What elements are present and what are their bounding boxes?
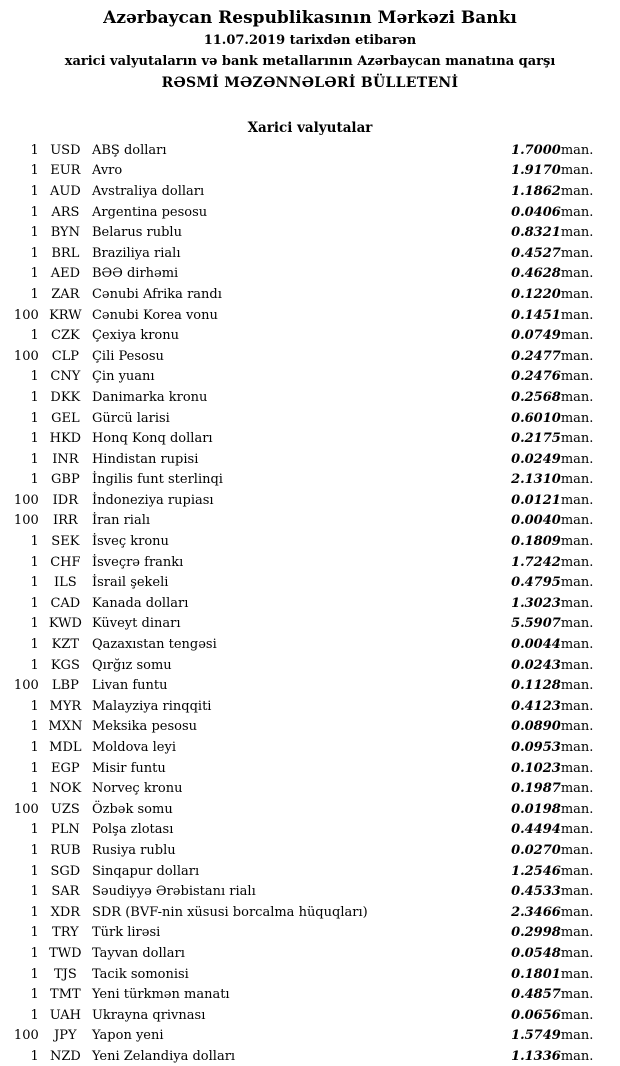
rate-row [6, 449, 610, 470]
quantity-cell: 1 [30, 616, 39, 632]
rate-row [6, 181, 610, 202]
rate-row [6, 1026, 610, 1047]
currency-name-cell: İsveç kronu [91, 534, 169, 550]
quantity-cell: 1 [30, 369, 39, 385]
rate-value-cell: 0.0749 [511, 328, 561, 344]
rate-row [6, 696, 610, 717]
currency-code-cell: ARS [51, 204, 80, 220]
rate-value-cell: 0.8321 [511, 225, 561, 241]
currency-code-cell: INR [52, 451, 79, 467]
rate-row [6, 902, 610, 923]
currency-code-cell: SAR [51, 884, 80, 900]
unit-cell: man. [560, 740, 594, 756]
unit-cell: man. [560, 410, 594, 426]
rate-row [6, 614, 610, 635]
rate-row [6, 428, 610, 449]
rate-value-cell: 0.4533 [511, 884, 561, 900]
rate-value-cell: 0.2476 [511, 369, 561, 385]
rate-row [6, 737, 610, 758]
rate-value-cell: 0.0406 [511, 204, 561, 220]
currency-code-cell: USD [50, 142, 81, 158]
unit-cell: man. [560, 719, 594, 735]
currency-code-cell: JPY [54, 1028, 77, 1044]
quantity-cell: 1 [30, 698, 39, 714]
unit-cell: man. [560, 1028, 594, 1044]
rate-value-cell: 0.0249 [511, 451, 561, 467]
quantity-cell: 1 [30, 595, 39, 611]
quantity-cell: 1 [30, 266, 39, 282]
currency-code-cell: UZS [50, 801, 80, 817]
quantity-cell: 1 [30, 554, 39, 570]
quantity-cell: 1 [30, 863, 39, 879]
currency-name-cell: Belarus rublu [91, 225, 182, 241]
rate-row [6, 943, 610, 964]
quantity-cell: 1 [30, 204, 39, 220]
unit-cell: man. [560, 1007, 594, 1023]
currency-name-cell: Livan funtu [91, 678, 168, 694]
quantity-cell: 1 [30, 987, 39, 1003]
rate-value-cell: 0.1801 [511, 966, 561, 982]
effective-date-line: 11.07.2019 tarixdən etibarən [203, 33, 417, 48]
rate-row [6, 675, 610, 696]
unit-cell: man. [560, 1048, 594, 1064]
rate-value-cell: 1.9170 [511, 163, 561, 179]
quantity-cell: 1 [30, 822, 39, 838]
unit-cell: man. [560, 575, 594, 591]
unit-cell: man. [560, 513, 594, 529]
currency-code-cell: CAD [50, 595, 81, 611]
rate-value-cell: 1.1336 [511, 1048, 561, 1064]
rate-row [6, 387, 610, 408]
rate-value-cell: 0.1220 [511, 286, 561, 302]
rate-value-cell: 1.7242 [511, 554, 561, 570]
quantity-cell: 100 [13, 348, 39, 364]
currency-name-cell: Yeni türkmən manatı [91, 987, 230, 1003]
unit-cell: man. [560, 781, 594, 797]
currency-code-cell: PLN [50, 822, 80, 838]
unit-cell: man. [560, 616, 594, 632]
currency-code-cell: DKK [50, 389, 81, 405]
currency-code-cell: RUB [50, 842, 81, 858]
currency-code-cell: MXN [48, 719, 83, 735]
rate-row [6, 861, 610, 882]
rate-value-cell: 0.4857 [511, 987, 561, 1003]
currency-code-cell: AED [50, 266, 81, 282]
rate-row [6, 552, 610, 573]
currency-code-cell: TWD [49, 945, 82, 961]
unit-cell: man. [560, 472, 594, 488]
currency-name-cell: Cənubi Korea vonu [91, 307, 218, 323]
rate-row [6, 840, 610, 861]
currency-code-cell: MDL [49, 740, 82, 756]
currency-code-cell: BRL [51, 245, 80, 261]
quantity-cell: 100 [13, 678, 39, 694]
currency-name-cell: SDR (BVF-nin xüsusi borcalma hüquqları) [91, 904, 368, 920]
currency-code-cell: TJS [53, 966, 77, 982]
currency-name-cell: Danimarka kronu [91, 389, 208, 405]
quantity-cell: 1 [30, 884, 39, 900]
currency-code-cell: KGS [50, 657, 80, 673]
unit-cell: man. [560, 142, 594, 158]
quantity-cell: 1 [30, 183, 39, 199]
currency-code-cell: GEL [51, 410, 80, 426]
unit-cell: man. [560, 801, 594, 817]
quantity-cell: 1 [30, 389, 39, 405]
rate-row [6, 325, 610, 346]
currency-name-cell: Tacik somonisi [91, 966, 189, 982]
currency-name-cell: Polşa zlotası [91, 822, 174, 838]
quantity-cell: 1 [30, 225, 39, 241]
rates-table [6, 140, 610, 1066]
rate-value-cell: 1.1862 [511, 183, 561, 199]
currency-code-cell: TRY [52, 925, 79, 941]
unit-cell: man. [560, 266, 594, 282]
currency-code-cell: CNY [50, 369, 81, 385]
unit-cell: man. [560, 698, 594, 714]
rate-value-cell: 5.5907 [511, 616, 561, 632]
rate-row [6, 161, 610, 182]
currency-name-cell: ABŞ dolları [91, 142, 167, 158]
currency-code-cell: LBP [51, 678, 79, 694]
unit-cell: man. [560, 966, 594, 982]
rate-row [6, 881, 610, 902]
currency-name-cell: Malayziya rinqqiti [91, 698, 212, 714]
currency-code-cell: IDR [52, 492, 79, 508]
currency-code-cell: EUR [50, 163, 81, 179]
rate-row [6, 964, 610, 985]
rate-value-cell: 0.1023 [511, 760, 561, 776]
quantity-cell: 1 [30, 575, 39, 591]
rate-row [6, 717, 610, 738]
currency-name-cell: Tayvan dolları [91, 945, 185, 961]
rate-value-cell: 0.6010 [511, 410, 561, 426]
rate-row [6, 984, 610, 1005]
unit-cell: man. [560, 987, 594, 1003]
quantity-cell: 100 [13, 801, 39, 817]
currency-name-cell: Argentina pesosu [91, 204, 208, 220]
quantity-cell: 1 [30, 451, 39, 467]
unit-cell: man. [560, 595, 594, 611]
currency-code-cell: SGD [50, 863, 81, 879]
rate-value-cell: 0.4123 [511, 698, 561, 714]
unit-cell: man. [560, 492, 594, 508]
bank-title: Azərbaycan Respublikasının Mərkəzi Bankı [103, 8, 517, 28]
currency-name-cell: Norveç kronu [91, 781, 183, 797]
rate-row [6, 346, 610, 367]
unit-cell: man. [560, 369, 594, 385]
currency-name-cell: Hindistan rupisi [91, 451, 199, 467]
section-title-foreign-currencies: Xarici valyutalar [247, 120, 373, 136]
quantity-cell: 1 [30, 925, 39, 941]
currency-code-cell: CZK [51, 328, 80, 344]
currency-name-cell: Çin yuanı [91, 369, 155, 385]
unit-cell: man. [560, 925, 594, 941]
quantity-cell: 100 [13, 1028, 39, 1044]
currency-name-cell: İngilis funt sterlinqi [91, 472, 223, 488]
unit-cell: man. [560, 760, 594, 776]
currency-name-cell: Qırğız somu [91, 657, 172, 673]
unit-cell: man. [560, 904, 594, 920]
currency-name-cell: Cənubi Afrika randı [91, 286, 222, 302]
currency-code-cell: XDR [50, 904, 81, 920]
quantity-cell: 1 [30, 328, 39, 344]
currency-name-cell: Avstraliya dolları [91, 183, 205, 199]
currency-name-cell: Ukrayna qrivnası [91, 1007, 206, 1023]
unit-cell: man. [560, 328, 594, 344]
currency-code-cell: NZD [49, 1048, 81, 1064]
rate-row [6, 284, 610, 305]
quantity-cell: 1 [30, 904, 39, 920]
rate-value-cell: 1.3023 [511, 595, 561, 611]
quantity-cell: 1 [30, 740, 39, 756]
currency-name-cell: Honq Konq dolları [91, 431, 213, 447]
rate-row [6, 470, 610, 491]
rate-row [6, 202, 610, 223]
currency-code-cell: AUD [49, 183, 81, 199]
rate-row [6, 531, 610, 552]
rate-value-cell: 0.1987 [511, 781, 561, 797]
currency-code-cell: KWD [48, 616, 82, 632]
currency-name-cell: İndoneziya rupiası [91, 492, 214, 508]
rate-value-cell: 0.0890 [511, 719, 561, 735]
currency-name-cell: Türk lirəsi [91, 925, 161, 941]
currency-code-cell: ILS [54, 575, 77, 591]
currency-code-cell: MYR [49, 698, 82, 714]
unit-cell: man. [560, 822, 594, 838]
currency-name-cell: Yapon yeni [91, 1028, 164, 1044]
unit-cell: man. [560, 204, 594, 220]
rate-value-cell: 0.4527 [511, 245, 561, 261]
rate-value-cell: 0.4795 [511, 575, 561, 591]
currency-code-cell: EGP [51, 760, 80, 776]
rate-row [6, 305, 610, 326]
currency-code-cell: UAH [49, 1007, 81, 1023]
currency-name-cell: Sinqapur dolları [91, 863, 200, 879]
quantity-cell: 1 [30, 842, 39, 858]
quantity-cell: 1 [30, 1048, 39, 1064]
rate-value-cell: 0.2175 [511, 431, 561, 447]
unit-cell: man. [560, 431, 594, 447]
bulletin-subtitle: xarici valyutaların və bank metallarının Azərbaycan manatına qarşı [64, 54, 556, 69]
rate-row [6, 1005, 610, 1026]
currency-code-cell: NOK [49, 781, 82, 797]
currency-name-cell: Küveyt dinarı [91, 616, 181, 632]
rate-value-cell: 1.7000 [511, 142, 561, 158]
rate-row [6, 243, 610, 264]
quantity-cell: 1 [30, 410, 39, 426]
currency-code-cell: IRR [53, 513, 78, 529]
currency-name-cell: Səudiyyə Ərəbistanı rialı [91, 884, 256, 900]
currency-name-cell: İran rialı [91, 513, 151, 529]
quantity-cell: 1 [30, 245, 39, 261]
rate-row [6, 758, 610, 779]
rate-value-cell: 0.0270 [511, 842, 561, 858]
currency-name-cell: Çexiya kronu [91, 328, 179, 344]
rate-value-cell: 0.0040 [511, 513, 561, 529]
quantity-cell: 1 [30, 966, 39, 982]
rate-row [6, 778, 610, 799]
rate-value-cell: 0.1451 [511, 307, 561, 323]
currency-name-cell: Moldova leyi [91, 740, 176, 756]
rate-value-cell: 2.1310 [511, 472, 561, 488]
currency-code-cell: BYN [50, 225, 80, 241]
quantity-cell: 1 [30, 431, 39, 447]
rate-row [6, 511, 610, 532]
rate-row [6, 799, 610, 820]
currency-name-cell: Braziliya rialı [91, 245, 181, 261]
rate-value-cell: 0.0953 [511, 740, 561, 756]
rate-row [6, 264, 610, 285]
quantity-cell: 1 [30, 760, 39, 776]
unit-cell: man. [560, 389, 594, 405]
currency-name-cell: İsrail şekeli [91, 575, 169, 591]
quantity-cell: 1 [30, 286, 39, 302]
rate-row [6, 820, 610, 841]
rate-row [6, 572, 610, 593]
quantity-cell: 100 [13, 307, 39, 323]
quantity-cell: 1 [30, 1007, 39, 1023]
rate-value-cell: 0.2477 [511, 348, 561, 364]
currency-name-cell: Gürcü larisi [91, 410, 170, 426]
rate-row [6, 367, 610, 388]
rate-row [6, 634, 610, 655]
unit-cell: man. [560, 348, 594, 364]
rate-row [6, 593, 610, 614]
rate-value-cell: 0.1128 [511, 678, 561, 694]
currency-code-cell: SEK [51, 534, 80, 550]
currency-name-cell: Qazaxıstan tengəsi [91, 637, 217, 653]
currency-name-cell: Yeni Zelandiya dolları [91, 1048, 236, 1064]
quantity-cell: 1 [30, 637, 39, 653]
rate-value-cell: 0.2568 [511, 389, 561, 405]
currency-code-cell: HKD [49, 431, 82, 447]
currency-code-cell: CLP [51, 348, 80, 364]
quantity-cell: 100 [13, 513, 39, 529]
currency-code-cell: TMT [50, 987, 81, 1003]
rate-row [6, 1046, 610, 1066]
unit-cell: man. [560, 225, 594, 241]
quantity-cell: 1 [30, 163, 39, 179]
rate-value-cell: 0.0548 [511, 945, 561, 961]
currency-name-cell: Rusiya rublu [91, 842, 176, 858]
rate-value-cell: 1.2546 [511, 863, 561, 879]
rate-value-cell: 0.0044 [511, 637, 561, 653]
unit-cell: man. [560, 245, 594, 261]
quantity-cell: 1 [30, 945, 39, 961]
currency-name-cell: BƏƏ dirhəmi [91, 266, 179, 282]
unit-cell: man. [560, 307, 594, 323]
currency-code-cell: KZT [51, 637, 80, 653]
currency-code-cell: KRW [49, 307, 82, 323]
unit-cell: man. [560, 657, 594, 673]
currency-name-cell: Özbək somu [91, 801, 173, 817]
currency-name-cell: Misir funtu [91, 760, 166, 776]
currency-code-cell: CHF [50, 554, 81, 570]
unit-cell: man. [560, 554, 594, 570]
currency-code-cell: ZAR [51, 286, 80, 302]
rate-value-cell: 0.0243 [511, 657, 561, 673]
rate-value-cell: 0.2998 [511, 925, 561, 941]
quantity-cell: 100 [13, 492, 39, 508]
unit-cell: man. [560, 163, 594, 179]
rate-value-cell: 0.0198 [511, 801, 561, 817]
rate-value-cell: 1.5749 [511, 1028, 561, 1044]
quantity-cell: 1 [30, 781, 39, 797]
bulletin-heading: RƏSMİ MƏZƏNNƏLƏRİ BÜLLETENİ [161, 75, 459, 91]
rate-value-cell: 0.0656 [511, 1007, 561, 1023]
quantity-cell: 1 [30, 142, 39, 158]
unit-cell: man. [560, 183, 594, 199]
unit-cell: man. [560, 637, 594, 653]
quantity-cell: 1 [30, 719, 39, 735]
unit-cell: man. [560, 451, 594, 467]
currency-name-cell: Çili Pesosu [91, 348, 164, 364]
rates-table-body [6, 140, 610, 1066]
currency-name-cell: İsveçrə frankı [91, 554, 184, 570]
rate-value-cell: 0.0121 [511, 492, 561, 508]
currency-name-cell: Avro [91, 163, 123, 179]
currency-name-cell: Meksika pesosu [91, 719, 197, 735]
rate-value-cell: 0.4494 [511, 822, 561, 838]
quantity-cell: 1 [30, 534, 39, 550]
unit-cell: man. [560, 678, 594, 694]
rate-value-cell: 0.4628 [511, 266, 561, 282]
quantity-cell: 1 [30, 472, 39, 488]
rate-row [6, 408, 610, 429]
rate-row [6, 222, 610, 243]
rate-row [6, 140, 610, 161]
rate-value-cell: 0.1809 [511, 534, 561, 550]
currency-name-cell: Kanada dolları [91, 595, 189, 611]
rate-value-cell: 2.3466 [511, 904, 561, 920]
rate-row [6, 655, 610, 676]
unit-cell: man. [560, 842, 594, 858]
unit-cell: man. [560, 286, 594, 302]
unit-cell: man. [560, 534, 594, 550]
unit-cell: man. [560, 945, 594, 961]
unit-cell: man. [560, 863, 594, 879]
unit-cell: man. [560, 884, 594, 900]
quantity-cell: 1 [30, 657, 39, 673]
currency-code-cell: GBP [51, 472, 80, 488]
rate-row [6, 490, 610, 511]
rate-row [6, 923, 610, 944]
